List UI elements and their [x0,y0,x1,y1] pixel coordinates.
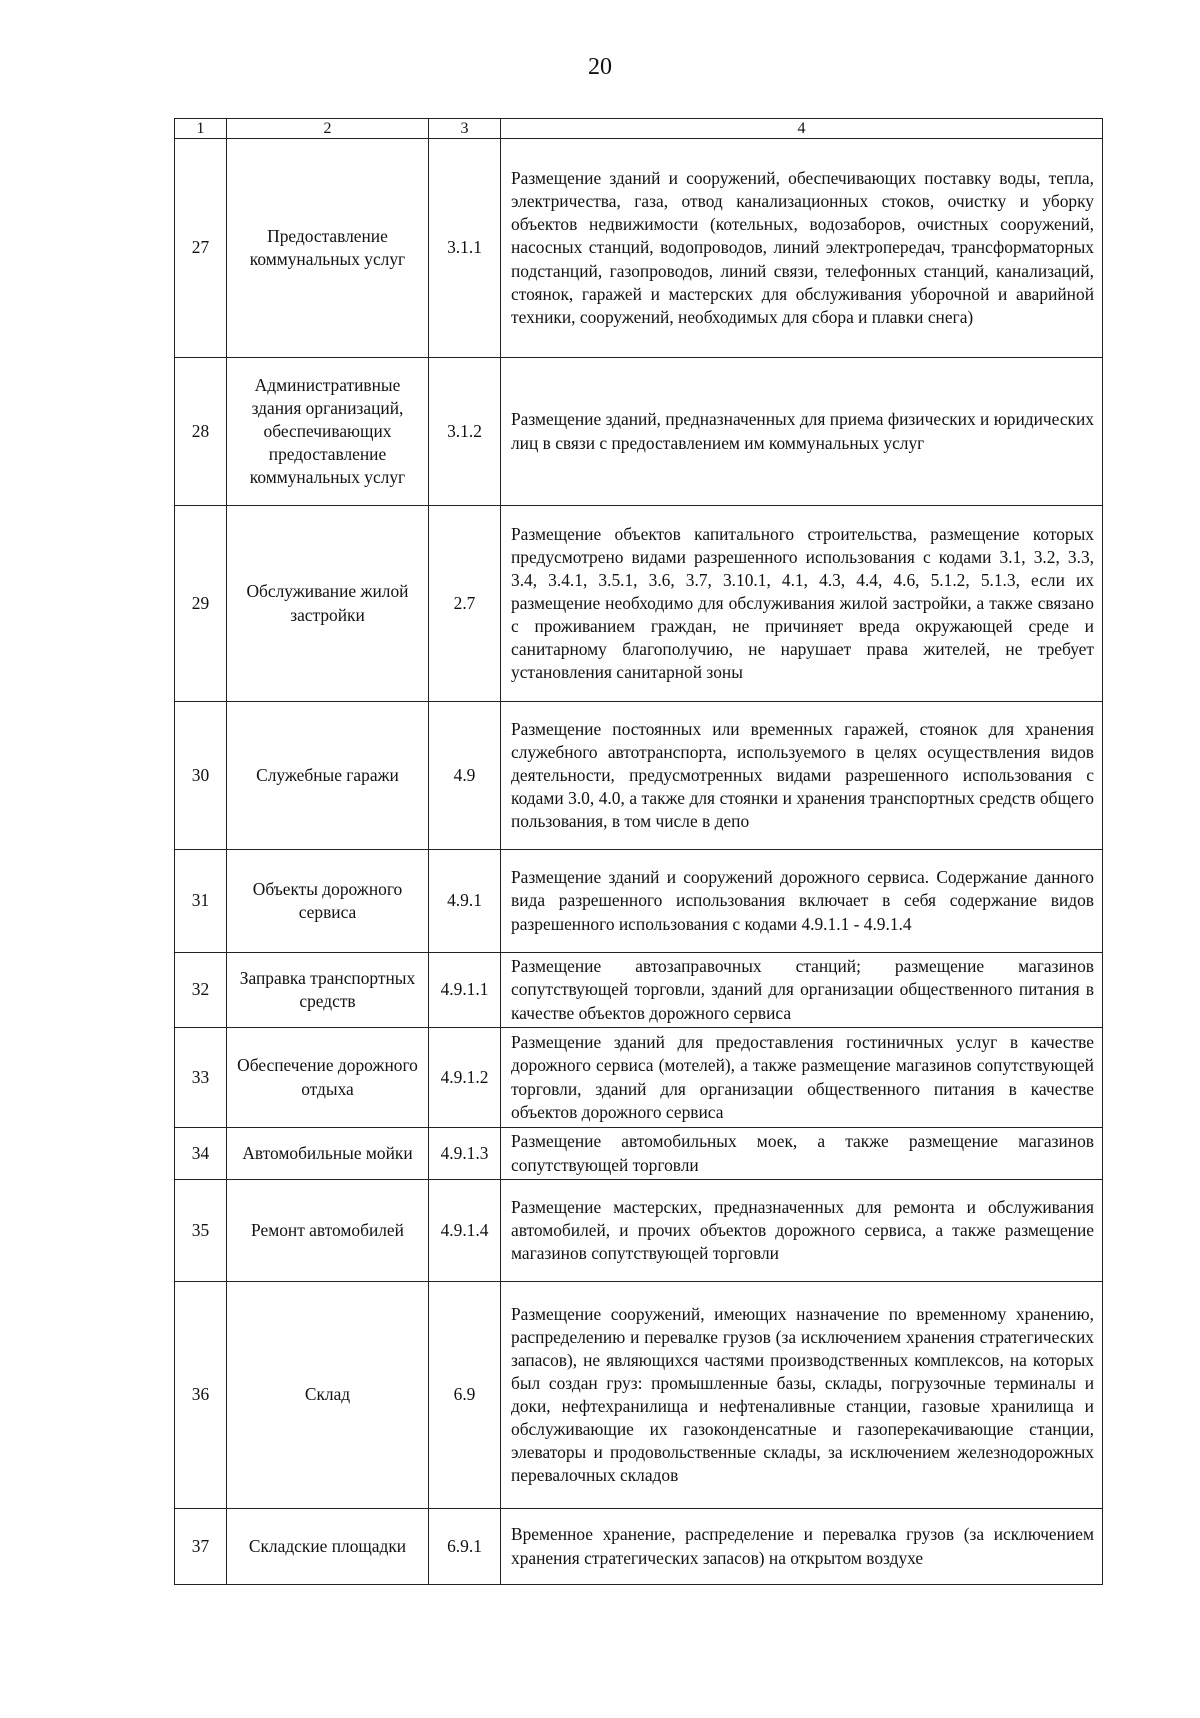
header-col-1: 1 [175,119,227,139]
use-type-description: Размещение мастерских, предназначенных для ремонта и обслуживания автомобилей, и прочих объектов дорожного сервиса, а также размещение магазинов сопутствующей торговли [501,1180,1103,1282]
use-type-name: Объекты дорожного сервиса [227,850,429,953]
use-type-description: Размещение зданий и сооружений дорожного сервиса. Содержание данного вида разрешенного использования включает в себя содержание видов разрешенного использования с кодами 4.9.1.1 - 4.9.1.4 [501,850,1103,953]
use-type-code: 3.1.2 [429,358,501,506]
row-number: 37 [175,1509,227,1585]
table-row [175,1028,1103,1128]
land-use-table [174,118,1103,1585]
use-type-code: 6.9 [429,1282,501,1509]
use-type-name: Автомобильные мойки [227,1128,429,1180]
use-type-code: 4.9.1.4 [429,1180,501,1282]
use-type-description: Размещение объектов капитального строительства, размещение которых предусмотрено видами разрешенного использования с кодами 3.1, 3.2, 3.3, 3.4, 3.4.1, 3.5.1, 3.6, 3.7, 3.10.1, 4.1, 4.3, 4.4, 4.6, 5.1.2, 5.1.3, если их размещение необходимо для обслуживания жилой застройки, а также связано с проживанием граждан, не причиняет вреда окружающей среде и санитарному благополучию, не нарушает права жителей, не требует установления санитарной зоны [501,506,1103,702]
page-number: 20 [588,54,612,80]
row-number: 35 [175,1180,227,1282]
use-type-code: 4.9.1 [429,850,501,953]
use-type-name: Заправка транспортных средств [227,953,429,1028]
use-type-name: Обслуживание жилой застройки [227,506,429,702]
use-type-description: Временное хранение, распределение и перевалка грузов (за исключением хранения стратегических запасов) на открытом воздухе [501,1509,1103,1585]
use-type-code: 4.9.1.3 [429,1128,501,1180]
table-row [175,358,1103,506]
row-number: 30 [175,702,227,850]
header-col-4: 4 [501,119,1103,139]
use-type-code: 4.9 [429,702,501,850]
use-type-code: 4.9.1.2 [429,1028,501,1128]
use-type-description: Размещение автозаправочных станций; размещение магазинов сопутствующей торговли, зданий для организации общественного питания в качестве объектов дорожного сервиса [501,953,1103,1028]
use-type-code: 3.1.1 [429,139,501,358]
table-header-row [175,119,1103,139]
use-type-description: Размещение зданий и сооружений, обеспечивающих поставку воды, тепла, электричества, газа, отвод канализационных стоков, очистку и уборку объектов недвижимости (котельных, водозаборов, очистных сооружений, насосных станций, водопроводов, линий электропередач, трансформаторных подстанций, газопроводов, линий связи, телефонных станций, канализаций, стоянок, гаражей и мастерских для обслуживания уборочной и аварийной техники, сооружений, необходимых для сбора и плавки снега) [501,139,1103,358]
table-row [175,1180,1103,1282]
row-number: 32 [175,953,227,1028]
use-type-name: Склад [227,1282,429,1509]
table-row [175,139,1103,358]
row-number: 29 [175,506,227,702]
use-type-description: Размещение зданий, предназначенных для приема физических и юридических лиц в связи с предоставлением им коммунальных услуг [501,358,1103,506]
row-number: 31 [175,850,227,953]
use-type-description: Размещение сооружений, имеющих назначение по временному хранению, распределению и перевалке грузов (за исключением хранения стратегических запасов), не являющихся частями производственных комплексов, на которых был создан груз: промышленные базы, склады, погрузочные терминалы и доки, нефтехранилища и нефтеналивные станции, газовые хранилища и обслуживающие их газоконденсатные и газоперекачивающие станции, элеваторы и продовольственные склады, за исключением железнодорожных перевалочных складов [501,1282,1103,1509]
use-type-name: Служебные гаражи [227,702,429,850]
row-number: 34 [175,1128,227,1180]
header-col-2: 2 [227,119,429,139]
use-type-code: 2.7 [429,506,501,702]
use-type-name: Складские площадки [227,1509,429,1585]
use-type-description: Размещение постоянных или временных гаражей, стоянок для хранения служебного автотранспорта, используемого в целях осуществления видов деятельности, предусмотренных видами разрешенного использования с кодами 3.0, 4.0, а также для стоянки и хранения транспортных средств общего пользования, в том числе в депо [501,702,1103,850]
table-row [175,1128,1103,1180]
use-type-code: 6.9.1 [429,1509,501,1585]
use-type-description: Размещение зданий для предоставления гостиничных услуг в качестве дорожного сервиса (мотелей), а также размещение магазинов сопутствующей торговли, зданий для организации общественного питания в качестве объектов дорожного сервиса [501,1028,1103,1128]
table-row [175,702,1103,850]
table-row [175,953,1103,1028]
use-type-name: Ремонт автомобилей [227,1180,429,1282]
row-number: 27 [175,139,227,358]
row-number: 33 [175,1028,227,1128]
row-number: 28 [175,358,227,506]
table-row [175,850,1103,953]
use-type-name: Административные здания организаций, обеспечивающих предоставление коммунальных услуг [227,358,429,506]
row-number: 36 [175,1282,227,1509]
table-row [175,1282,1103,1509]
use-type-code: 4.9.1.1 [429,953,501,1028]
use-type-description: Размещение автомобильных моек, а также размещение магазинов сопутствующей торговли [501,1128,1103,1180]
use-type-name: Обеспечение дорожного отдыха [227,1028,429,1128]
table-row [175,1509,1103,1585]
table-row [175,506,1103,702]
use-type-name: Предоставление коммунальных услуг [227,139,429,358]
header-col-3: 3 [429,119,501,139]
